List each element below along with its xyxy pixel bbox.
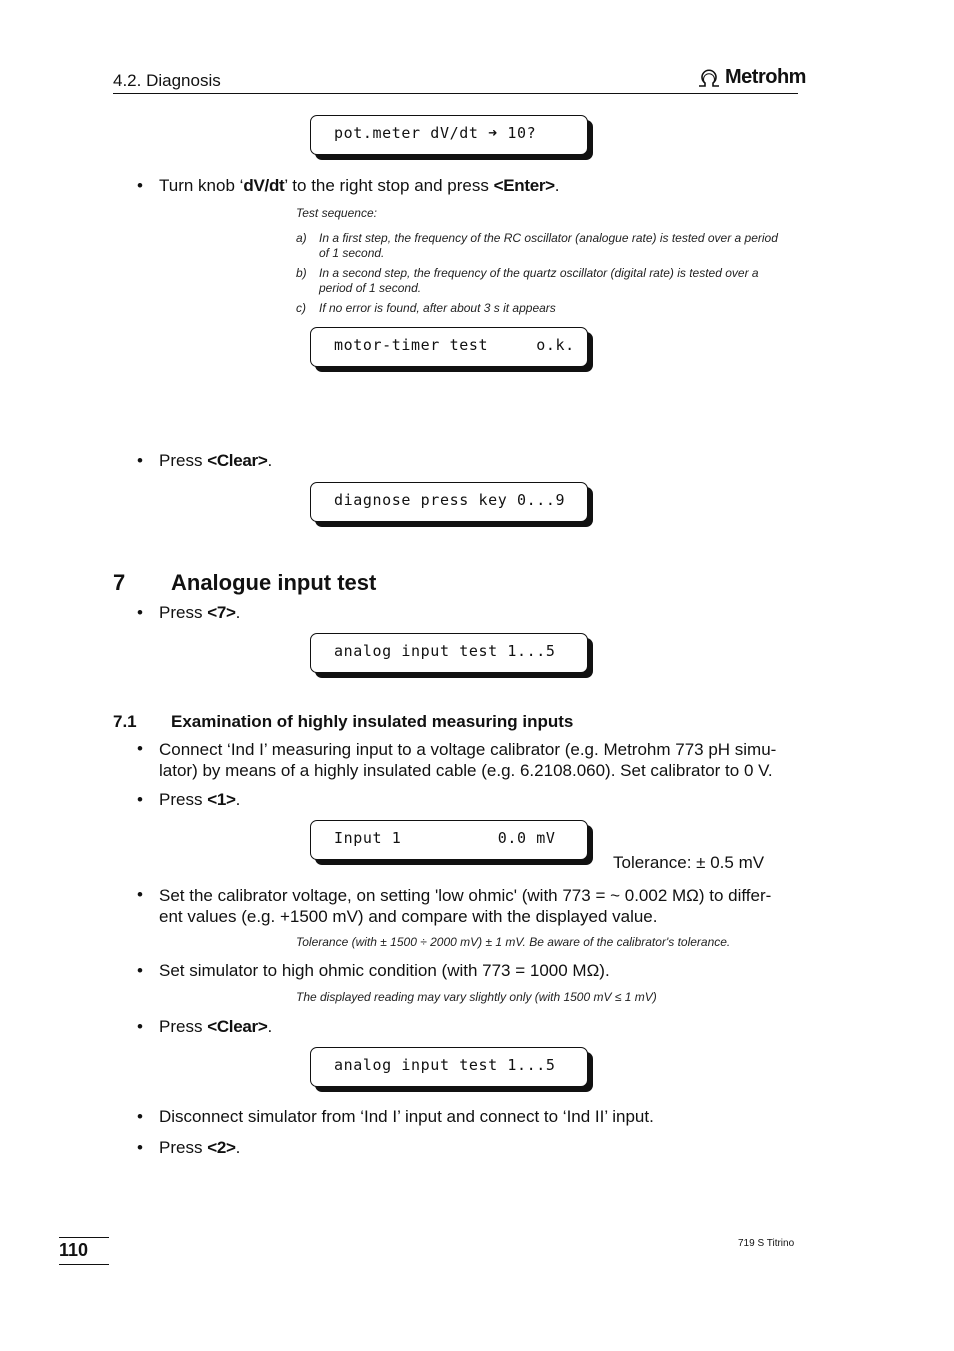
note-text: Tolerance (with ± 1500 ÷ 2000 mV) ± 1 mV. Be aware of the calibrator's tolerance. [296,935,731,949]
key-label: dV/dt [243,176,285,195]
step-text: Connect ‘Ind I’ measuring input to a voltage calibrator (e.g. Metrohm 773 pH simu-lator) by means of a highly insulated cable (e.g. 6.2108.060). Set calibrator to 0 V. [159,740,777,780]
note-text: The displayed reading may vary slightly only (with 1500 mV ≤ 1 mV) [296,990,657,1004]
brand-logo [697,66,806,89]
header-rule [113,93,798,94]
key-label: <7> [207,603,236,622]
bullet-dot: • [137,961,143,980]
lcd-display [310,1047,588,1087]
bullet-dot: • [137,790,143,809]
omega-logo-icon [697,68,721,88]
tolerance-text: Tolerance: ± 0.5 mV [613,853,765,872]
lcd-display [310,633,588,673]
step-text: Set the calibrator voltage, on setting 'low ohmic' (with 773 = ~ 0.002 MΩ) to differ-ent values (e.g. +1500 mV) and compare with the displayed value. [159,886,772,926]
step-text: Press <2>. [159,1138,241,1157]
step-text: Press <7>. [159,603,241,622]
key-label: <Clear> [207,451,268,470]
footer-rule [59,1237,109,1238]
note-item: c) If no error is found, after about 3 s it appears [296,301,556,315]
section-title: 4.2. Diagnosis [113,71,221,90]
bullet-dot: • [137,603,143,622]
display-text: analog input test 1...5 [334,642,556,660]
display-text: pot.meter dV/dt ➜ 10? [334,124,537,142]
lcd-display [310,327,588,367]
footer-rule [59,1264,109,1265]
bullet-dot: • [137,885,143,904]
bullet-dot: • [137,739,143,758]
bullet-dot: • [137,1017,143,1036]
page-number: 110 [59,1240,89,1260]
note-text: Test sequence: [296,206,377,220]
lcd-display [310,115,588,155]
display-text: analog input test 1...5 [334,1056,556,1074]
subsection-heading: Examination of highly insulated measuring inputs [171,712,574,731]
note-item: b) In a second step, the frequency of the quartz oscillator (digital rate) is tested over a period of 1 second. [296,266,759,295]
key-label: <Enter> [493,176,555,195]
bullet-dot: • [137,176,143,195]
display-text: Input 1 0.0 mV [334,829,556,847]
key-label: <Clear> [207,1017,268,1036]
step-text: Press <1>. [159,790,241,809]
lcd-display [310,820,588,860]
bullet-dot: • [137,451,143,470]
key-label: <1> [207,790,236,809]
section-number: 7 [113,570,126,595]
step-text: Set simulator to high ohmic condition (with 773 = 1000 MΩ). [159,961,610,980]
section-heading: Analogue input test [171,570,377,595]
subsection-number: 7.1 [113,712,137,731]
step-text: Press <Clear>. [159,451,273,470]
display-text: motor-timer test o.k. [334,336,575,354]
display-text: diagnose press key 0...9 [334,491,566,509]
note-item: a) In a first step, the frequency of the RC oscillator (analogue rate) is tested over a period of 1 second. [296,231,778,260]
bullet-dot: • [137,1138,143,1157]
step-text: Turn knob ‘dV/dt’ to the right stop and press <Enter>. [159,176,560,195]
step-text: Press <Clear>. [159,1017,273,1036]
key-label: <2> [207,1138,236,1157]
bullet-dot: • [137,1107,143,1126]
product-name: 719 S Titrino [738,1238,795,1249]
step-text: Disconnect simulator from ‘Ind I’ input and connect to ‘Ind II’ input. [159,1107,654,1126]
lcd-display [310,482,588,522]
brand-name: Metrohm [725,66,806,88]
